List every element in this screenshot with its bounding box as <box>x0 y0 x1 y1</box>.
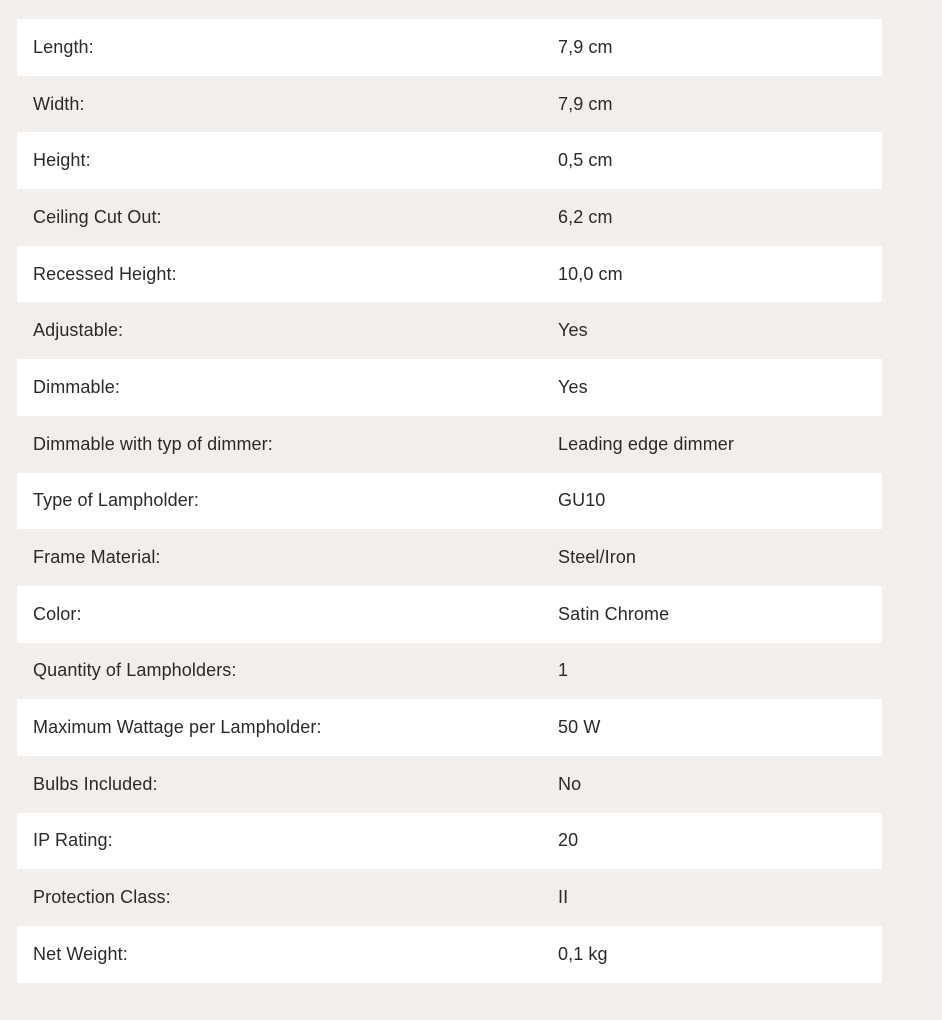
spec-row <box>17 132 882 189</box>
spec-label: Dimmable: <box>33 376 120 397</box>
spec-label: Length: <box>33 36 94 57</box>
spec-row <box>17 529 882 586</box>
spec-label: Frame Material: <box>33 547 161 568</box>
spec-row <box>17 473 882 530</box>
spec-label: Dimmable with typ of dimmer: <box>33 433 273 454</box>
spec-label: Ceiling Cut Out: <box>33 206 162 227</box>
spec-row <box>17 926 882 983</box>
spec-value: 10,0 cm <box>558 263 623 284</box>
spec-row <box>17 869 882 926</box>
spec-value: 0,5 cm <box>558 150 613 171</box>
spec-label: Recessed Height: <box>33 263 177 284</box>
spec-row <box>17 643 882 700</box>
spec-value: Yes <box>558 376 588 397</box>
spec-value: Steel/Iron <box>558 547 637 568</box>
spec-value: GU10 <box>558 490 606 511</box>
spec-row <box>17 813 882 870</box>
spec-row <box>17 699 882 756</box>
spec-label: Protection Class: <box>33 887 171 908</box>
spec-label: Height: <box>33 150 91 171</box>
spec-row <box>17 586 882 643</box>
spec-value: No <box>558 773 582 794</box>
spec-value: 50 W <box>558 717 601 738</box>
spec-value: 7,9 cm <box>558 36 613 57</box>
spec-row <box>17 302 882 359</box>
spec-value: 0,1 kg <box>558 943 608 964</box>
spec-value: 1 <box>558 660 569 681</box>
spec-value: 20 <box>558 830 579 851</box>
spec-label: Bulbs Included: <box>33 773 158 794</box>
spec-label: Quantity of Lampholders: <box>33 660 237 681</box>
spec-value: 7,9 cm <box>558 93 613 114</box>
spec-row <box>17 359 882 416</box>
spec-value: Satin Chrome <box>558 603 670 624</box>
spec-row <box>17 416 882 473</box>
spec-row <box>17 246 882 303</box>
spec-label: Color: <box>33 603 82 624</box>
spec-label: Maximum Wattage per Lampholder: <box>33 717 322 738</box>
spec-row <box>17 19 882 76</box>
spec-value: 6,2 cm <box>558 206 613 227</box>
spec-row <box>17 756 882 813</box>
spec-value: II <box>558 887 569 908</box>
spec-value: Leading edge dimmer <box>558 433 735 454</box>
spec-value: Yes <box>558 320 588 341</box>
spec-label: IP Rating: <box>33 830 113 851</box>
spec-label: Net Weight: <box>33 943 128 964</box>
spec-label: Adjustable: <box>33 320 124 341</box>
spec-label: Type of Lampholder: <box>33 490 200 511</box>
spec-label: Width: <box>33 93 85 114</box>
spec-row <box>17 76 882 133</box>
spec-row <box>17 189 882 246</box>
specifications-table <box>17 19 882 983</box>
